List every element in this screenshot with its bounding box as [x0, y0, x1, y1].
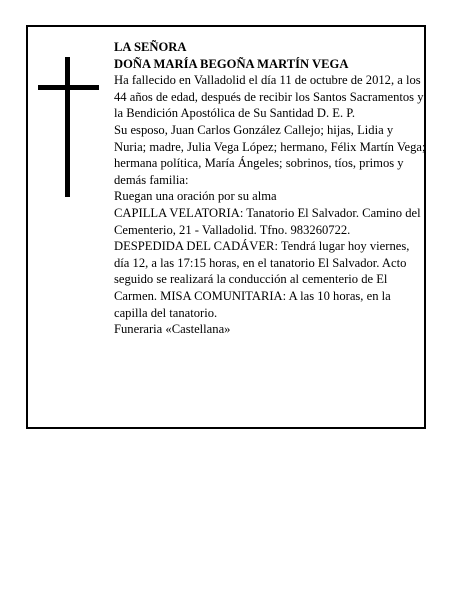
family-list: Su esposo, Juan Carlos González Callejo; hijas, Lidia y Nuria; madre, Julia Vega López; hermano, Félix Martín Vega; hermana política, María Ángeles; sobrinos, tíos, primos y demás familia:	[114, 122, 426, 187]
cross-vertical-bar	[65, 57, 70, 197]
funeral-details: DESPEDIDA DEL CADÁVER: Tendrá lugar hoy viernes, día 12, a las 17:15 horas, en el tanatorio El Salvador. Acto seguido se realizará la conducción al cementerio de El Carmen. MISA COMUNITARIA: A las 10 horas, en la capilla del tanatorio.	[114, 239, 410, 320]
title-line-1: LA SEÑORA	[114, 40, 187, 54]
funeral-home: Funeraria «Castellana»	[114, 322, 231, 337]
deceased-name: DOÑA MARÍA BEGOÑA MARTÍN VEGA	[114, 56, 349, 71]
chapel-info: CAPILLA VELATORIA: Tanatorio El Salvador. Camino del Cementerio, 21 - Valladolid. Tfno. 983260722.	[114, 205, 421, 237]
prayer-request: Ruegan una oración por su alma	[114, 189, 277, 204]
death-announcement: Ha fallecido en Valladolid el día 11 de octubre de 2012, a los 44 años de edad, después de recibir los Santos Sacramentos y la Bendición Apostólica de Su Santidad D. E. P.	[114, 73, 424, 121]
cross-horizontal-bar	[38, 85, 99, 90]
obituary-text	[114, 39, 426, 338]
